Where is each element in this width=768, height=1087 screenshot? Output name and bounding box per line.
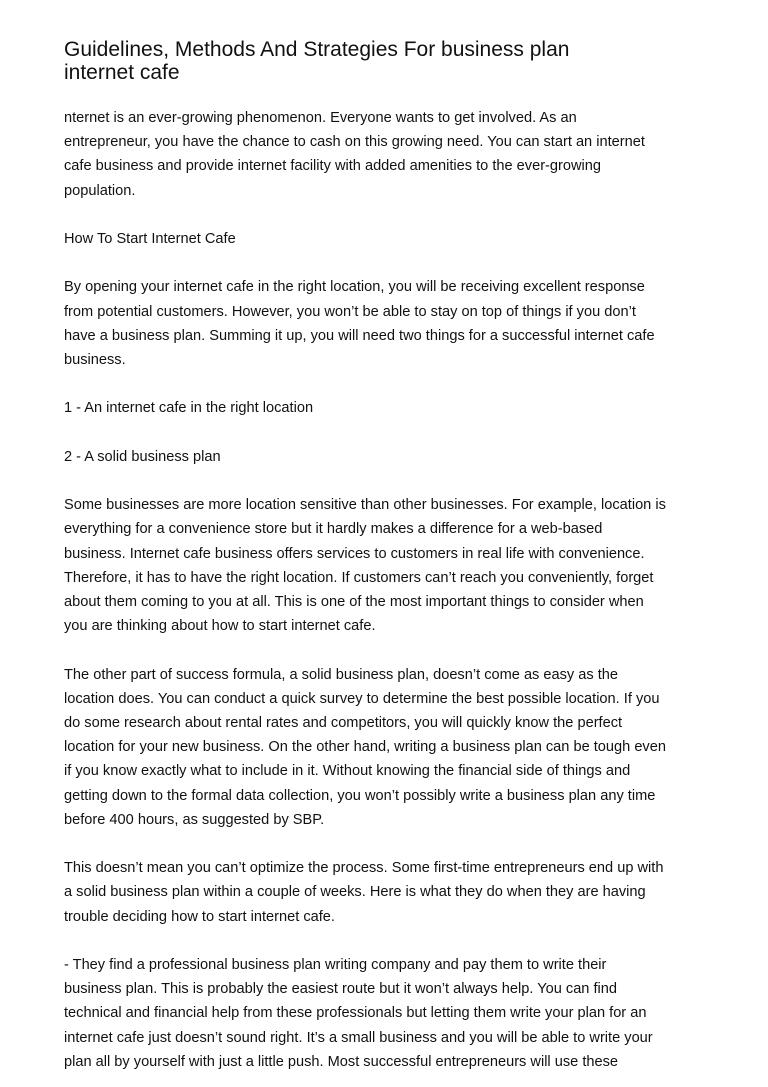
list-item: [64, 396, 716, 420]
text-line: from potential customers. However, you won’t be able to stay on top of things if you don’t: [64, 303, 636, 320]
paragraph-gap: [64, 421, 716, 445]
paragraph: [64, 953, 716, 1074]
text-line: The other part of success formula, a solid business plan, doesn’t come as easy as the: [64, 666, 619, 683]
paragraph: [64, 275, 716, 372]
paragraph: [64, 493, 716, 638]
paragraph-gap: [64, 469, 716, 493]
text-line: How To Start Internet Cafe: [64, 231, 236, 247]
text-line: By opening your internet cafe in the right location, you will be receiving excellent response: [64, 279, 645, 296]
text-line: Some businesses are more location sensitive than other businesses. For example, location is: [64, 497, 666, 514]
text-line: entrepreneur, you have the chance to cash on this growing need. You can start an internet: [64, 134, 645, 151]
text-line: internet cafe just doesn’t sound right. It’s a small business and you will be able to write your: [64, 1029, 653, 1046]
text-line: 1 - An internet cafe in the right location: [64, 400, 314, 417]
text-line: have a business plan. Summing it up, you will need two things for a successful internet cafe: [64, 327, 655, 344]
text-line: population.: [64, 182, 136, 199]
text-line: plan all by yourself with just a little push. Most successful entrepreneurs will use these: [64, 1053, 619, 1070]
text-line: business plan. This is probably the easiest route but it won’t always help. You can find: [64, 981, 618, 998]
text-line: 2 - A solid business plan: [64, 448, 221, 465]
paragraph-gap: [64, 832, 716, 856]
text-line: nternet is an ever-growing phenomenon. Everyone wants to get involved. As an: [64, 110, 577, 126]
text-line: if you know exactly what to include in it. Without knowing the financial side of things and: [64, 763, 631, 780]
paragraph: [64, 663, 716, 832]
paragraph-gap: [64, 372, 716, 396]
intro-paragraph: [64, 106, 716, 203]
text-line: location does. You can conduct a quick survey to determine the best possible location. If you: [64, 690, 660, 707]
paragraph-gap: [64, 638, 716, 662]
text-line: Therefore, it has to have the right location. If customers can’t reach you conveniently, forget: [64, 569, 654, 586]
text-line: about them coming to you at all. This is one of the most important things to consider when: [64, 593, 644, 610]
text-line: business. Internet cafe business offers services to customers in real life with convenience.: [64, 545, 645, 562]
text-line: business.: [64, 352, 126, 368]
paragraph: [64, 856, 716, 929]
text-line: This doesn’t mean you can’t optimize the process. Some first-time entrepreneurs end up with: [64, 860, 664, 877]
paragraph-gap: [64, 929, 716, 953]
text-line: a solid business plan within a couple of weeks. Here is what they do when they are having: [64, 884, 646, 901]
title-line: Guidelines, Methods And Strategies For business plan: [64, 38, 570, 61]
text-line: before 400 hours, as suggested by SBP.: [64, 811, 325, 828]
list-item: [64, 445, 716, 469]
text-line: getting down to the formal data collection, you won’t possibly write a business plan any time: [64, 787, 656, 804]
paragraph-gap: [64, 203, 716, 227]
text-line: you are thinking about how to start internet cafe.: [64, 618, 376, 635]
text-line: everything for a convenience store but it hardly makes a difference for a web-based: [64, 521, 603, 538]
text-line: technical and financial help from these professionals but letting them write your plan for an: [64, 1005, 647, 1022]
paragraph-gap: [64, 251, 716, 275]
text-line: do some research about rental rates and competitors, you will quickly know the perfect: [64, 714, 623, 731]
page-title: [64, 38, 716, 84]
text-line: cafe business and provide internet facility with added amenities to the ever-growing: [64, 158, 602, 175]
text-line: location for your new business. On the other hand, writing a business plan can be tough even: [64, 739, 666, 756]
text-line: trouble deciding how to start internet cafe.: [64, 908, 335, 925]
title-spacer: [64, 84, 716, 106]
section-heading: [64, 227, 716, 251]
text-line: - They find a professional business plan writing company and pay them to write their: [64, 956, 607, 973]
document-page: [64, 38, 716, 1074]
title-line: internet cafe: [64, 61, 180, 84]
